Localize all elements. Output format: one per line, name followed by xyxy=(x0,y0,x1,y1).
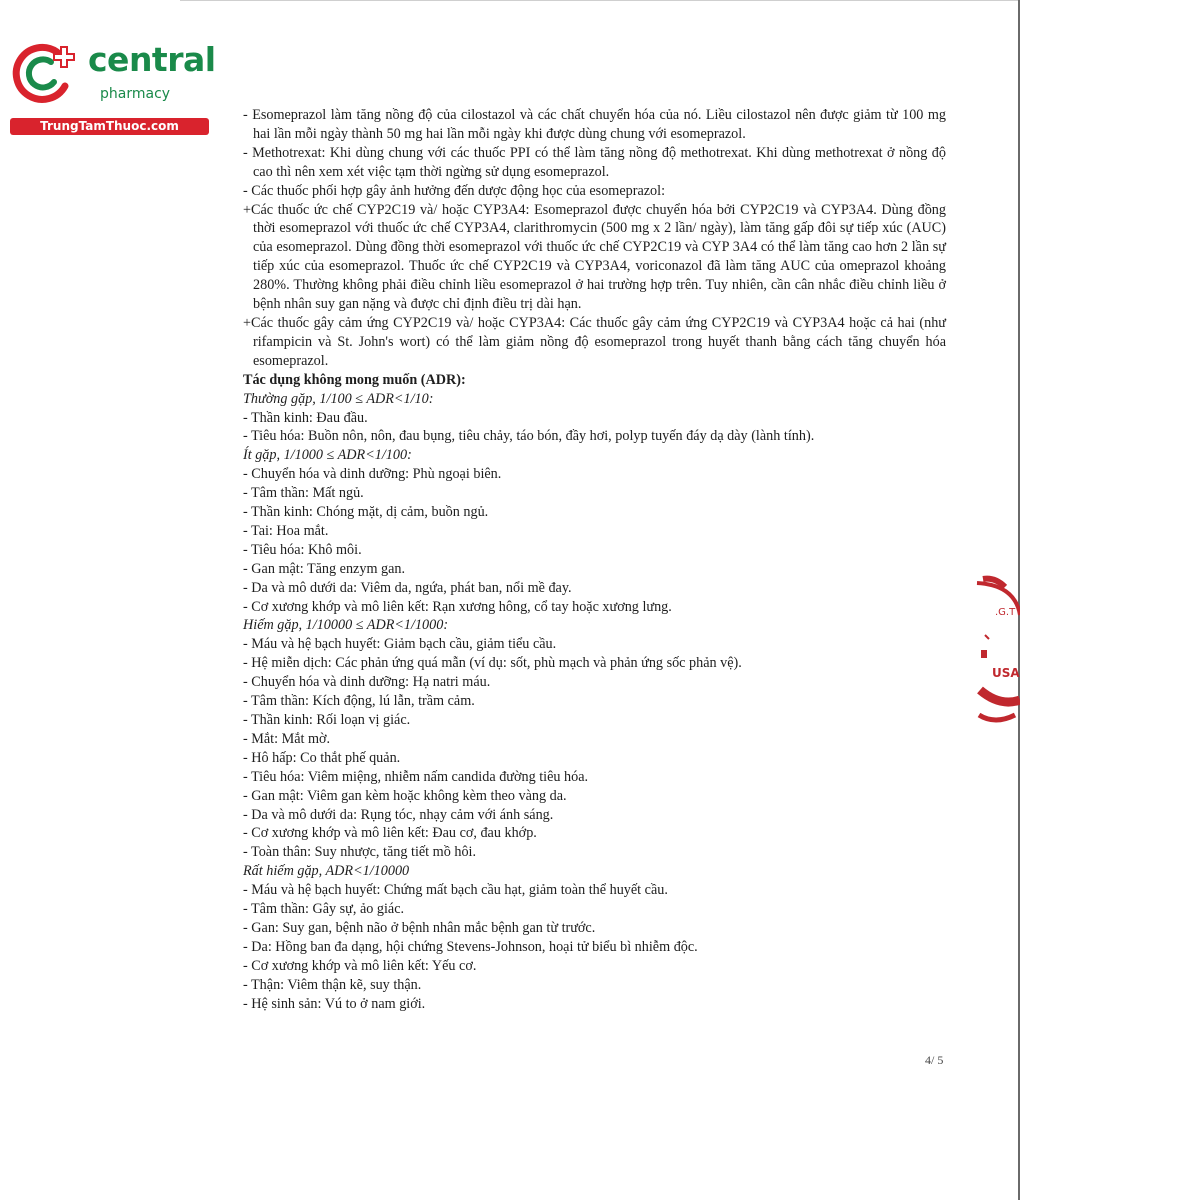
adr-heading: Tác dụng không mong muốn (ADR): xyxy=(243,371,466,388)
list-item: - Thần kinh: Rối loạn vị giác. xyxy=(243,712,411,728)
list-item: - Da và mô dưới da: Rụng tóc, nhạy cảm với ánh sáng. xyxy=(243,806,554,823)
document-body xyxy=(243,106,946,1014)
red-seal-stamp xyxy=(975,575,1020,730)
list-item: - Máu và hệ bạch huyết: Giảm bạch cầu, giảm tiểu cầu. xyxy=(243,636,557,653)
list-item: - Gan mật: Viêm gan kèm hoặc không kèm theo vàng da. xyxy=(243,787,567,804)
list-item: - Chuyển hóa và dinh dưỡng: Phù ngoại biên. xyxy=(243,466,502,483)
brand-name: central xyxy=(88,40,216,79)
list-item: - Tiêu hóa: Viêm miệng, nhiễm nấm candida đường tiêu hóa. xyxy=(243,768,589,785)
list-item: - Da và mô dưới da: Viêm da, ngứa, phát ban, nổi mề đay. xyxy=(243,579,572,596)
list-item: - Cơ xương khớp và mô liên kết: Rạn xương hông, cổ tay hoặc xương lưng. xyxy=(243,598,672,615)
svg-text:USA: USA xyxy=(992,666,1020,680)
list-item: - Máu và hệ bạch huyết: Chứng mất bạch cầu hạt, giảm toàn thể huyết cầu. xyxy=(243,882,668,899)
list-item: - Cơ xương khớp và mô liên kết: Đau cơ, đau khớp. xyxy=(243,825,537,842)
list-item: - Hệ miễn dịch: Các phản ứng quá mẫn (ví dụ: sốt, phù mạch và phản ứng sốc phản vệ). xyxy=(243,655,742,672)
list-item: - Gan mật: Tăng enzym gan. xyxy=(243,560,406,577)
list-item: - Thận: Viêm thận kẽ, suy thận. xyxy=(243,976,422,993)
list-item: - Tiêu hóa: Buồn nôn, nôn, đau bụng, tiêu chảy, táo bón, đầy hơi, polyp tuyến đáy dạ dày (lành tính). xyxy=(243,428,815,445)
freq-label-common: Thường gặp, 1/100 ≤ ADR<1/10: xyxy=(243,390,434,407)
list-item: - Tâm thần: Mất ngủ. xyxy=(243,485,364,502)
list-item: - Gan: Suy gan, bệnh não ở bệnh nhân mắc bệnh gan từ trước. xyxy=(243,919,596,936)
brand-url-badge[interactable]: TrungTamThuoc.com xyxy=(10,118,209,135)
freq-label-very-rare: Rất hiếm gặp, ADR<1/10000 xyxy=(243,863,410,880)
list-item: - Tâm thần: Gây sự, ảo giác. xyxy=(243,901,405,918)
svg-text:.G.T: .G.T xyxy=(995,607,1016,618)
page-number: 4/ 5 xyxy=(925,1053,944,1067)
interaction-methotrexat: - Methotrexat: Khi dùng chung với các thuốc PPI có thể làm tăng nồng độ methotrexat. Khi dùng methotrexat ở nồng độ cao thì nên xem xét việc tạm thời ngừng sử dụng esomeprazol. xyxy=(243,144,946,180)
list-item: - Tai: Hoa mắt. xyxy=(243,522,329,539)
pharmacy-cross-icon xyxy=(10,38,80,108)
top-border-line xyxy=(180,0,1018,1)
interaction-pharmacokinetics: - Các thuốc phối hợp gây ảnh hưởng đến dược động học của esomeprazol: xyxy=(243,182,666,199)
list-item: - Tiêu hóa: Khô môi. xyxy=(243,541,362,558)
freq-label-rare: Hiếm gặp, 1/10000 ≤ ADR<1/1000: xyxy=(243,617,449,634)
list-item: - Chuyển hóa và dinh dưỡng: Hạ natri máu. xyxy=(243,674,491,691)
list-item: - Tâm thần: Kích động, lú lẫn, trầm cảm. xyxy=(243,693,475,710)
interaction-cilostazol: - Esomeprazol làm tăng nồng độ của cilostazol và các chất chuyển hóa của nó. Liều cilostazol nên được giảm từ 100 mg hai lần mỗi ngày thành 50 mg hai lần mỗi ngày khi được dùng chung với esomeprazol. xyxy=(243,107,946,142)
list-item: - Mắt: Mắt mờ. xyxy=(243,730,331,747)
list-item: - Cơ xương khớp và mô liên kết: Yếu cơ. xyxy=(243,957,477,974)
list-item: - Thần kinh: Chóng mặt, dị cảm, buồn ngủ. xyxy=(243,504,489,521)
list-item: - Hệ sinh sản: Vú to ở nam giới. xyxy=(243,995,426,1012)
brand-subtitle: pharmacy xyxy=(100,86,171,102)
list-item: - Da: Hồng ban đa dạng, hội chứng Stevens-Johnson, hoại tử biểu bì nhiễm độc. xyxy=(243,938,698,955)
sub-interaction-inducers: +Các thuốc gây cảm ứng CYP2C19 và/ hoặc CYP3A4: Các thuốc gây cảm ứng CYP2C19 và CYP3A4 hoặc cả hai (như rifampicin và St. John's wort) có thể làm giảm nồng độ esomeprazol trong huyết thanh bằng cách tăng chuyển hóa esomeprazol. xyxy=(243,314,946,369)
list-item: - Toàn thân: Suy nhược, tăng tiết mồ hôi. xyxy=(243,844,477,861)
list-item: - Hô hấp: Co thắt phế quản. xyxy=(243,749,401,766)
central-pharmacy-logo[interactable] xyxy=(10,38,215,138)
list-item: - Thần kinh: Đau đầu. xyxy=(243,409,368,426)
freq-label-uncommon: Ít gặp, 1/1000 ≤ ADR<1/100: xyxy=(243,447,412,464)
sub-interaction-inhibitors: +Các thuốc ức chế CYP2C19 và/ hoặc CYP3A4: Esomeprazol được chuyển hóa bởi CYP2C19 và CYP3A4. Dùng đồng thời esomeprazol với thuốc ức chế CYP3A4, clarithromycin (500 mg x 2 lần/ ngày), làm tăng gấp đôi sự tiếp xúc (AUC) của esomeprazol. Dùng đồng thời esomeprazol với thuốc ức chế CYP2C19 và CYP 3A4 có thể làm tăng cao hơn 2 lần sự tiếp xúc của esomeprazol. Thuốc ức chế CYP2C19 và CYP3A4, voriconazol đã làm tăng AUC của omeprazol khoảng 280%. Thường không phải điều chỉnh liều esomeprazol ở hai trường hợp trên. Tuy nhiên, cần cân nhắc điều chỉnh liều ở bệnh nhân suy gan nặng và được chỉ định điều trị dài hạn. xyxy=(243,201,946,313)
